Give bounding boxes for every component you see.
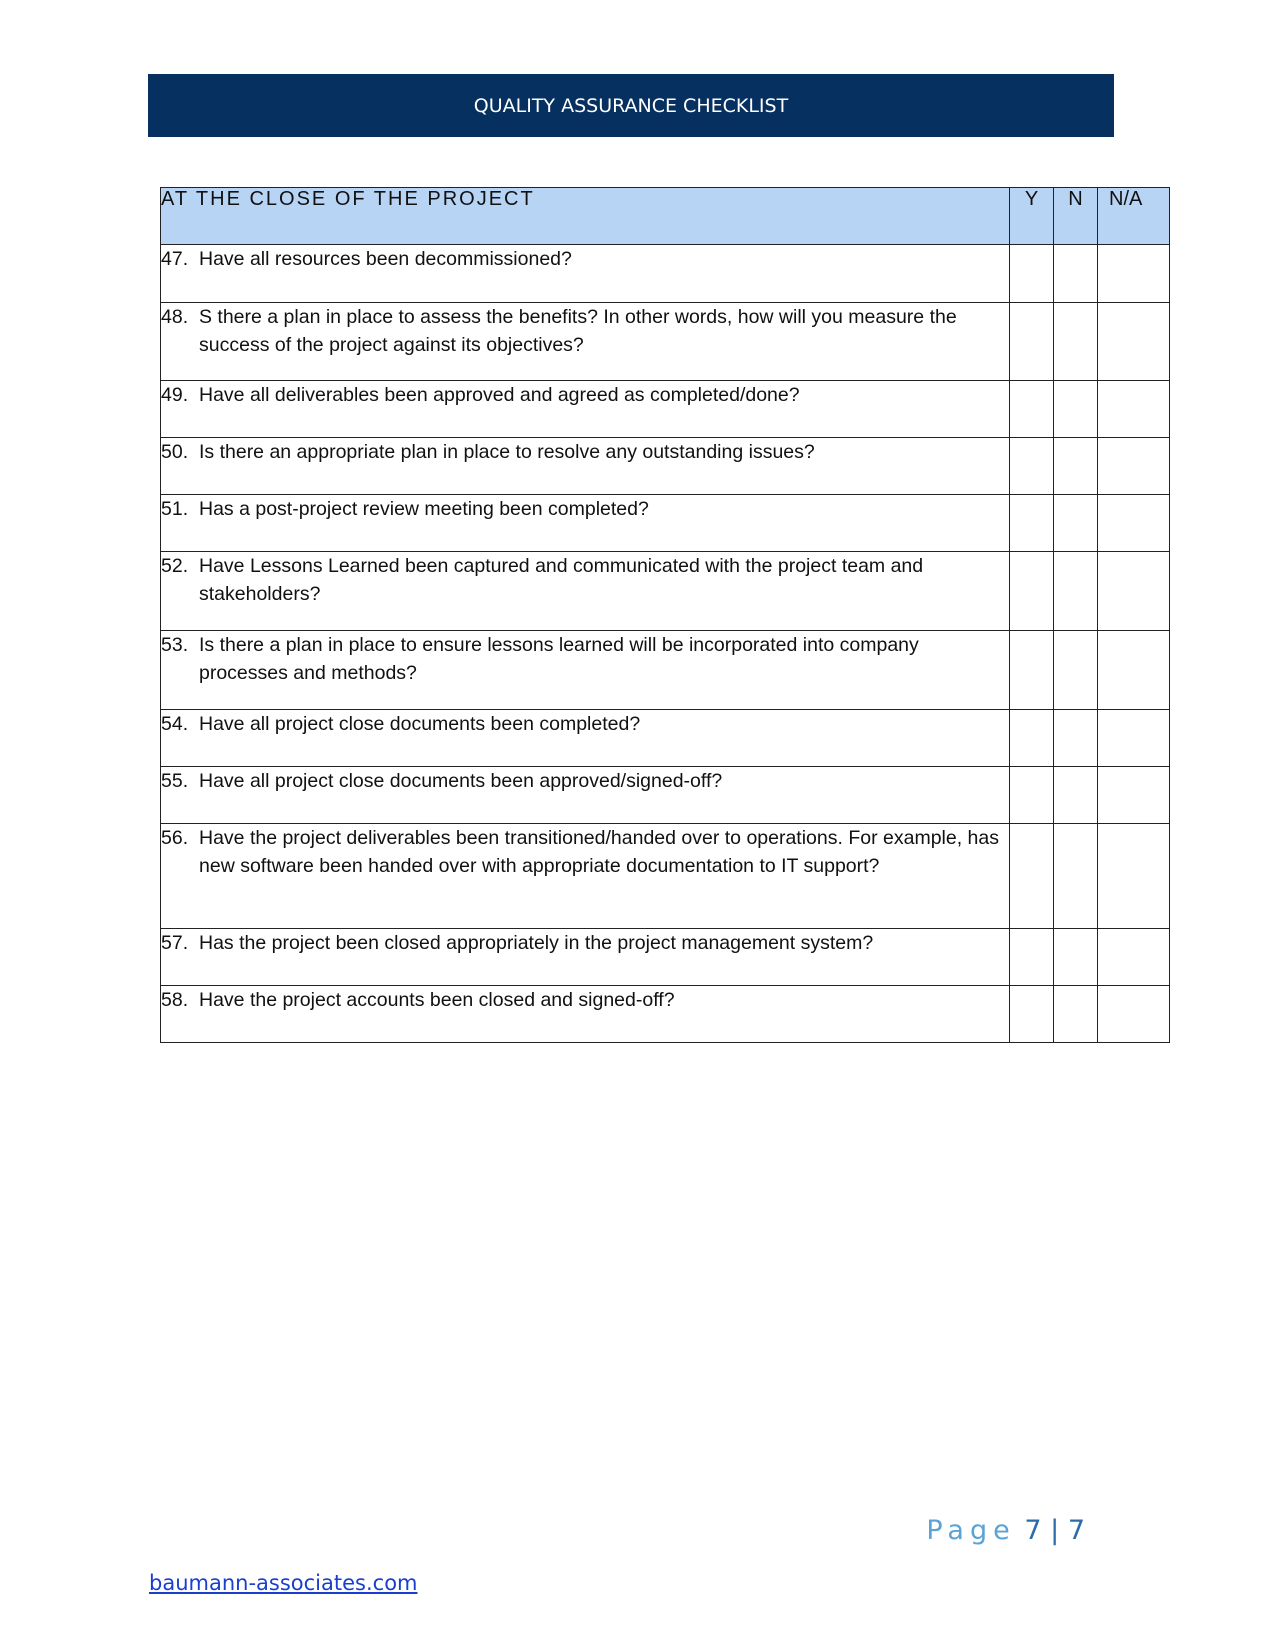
answer-cell-yes[interactable] — [1010, 824, 1054, 929]
column-header-yes: Y — [1010, 188, 1054, 245]
answer-cell-na[interactable] — [1098, 986, 1170, 1043]
answer-cell-no[interactable] — [1054, 552, 1098, 631]
question-number: 58. — [161, 989, 189, 1011]
question-number: 51. — [161, 498, 189, 520]
question-text: Have all project close documents been completed? — [199, 713, 641, 735]
document-title: QUALITY ASSURANCE CHECKLIST — [473, 94, 789, 117]
question-text: S there a plan in place to assess the benefits? In other words, how will you measure the success of the project against its objectives? — [199, 306, 957, 356]
answer-cell-no[interactable] — [1054, 986, 1098, 1043]
answer-cell-yes[interactable] — [1010, 303, 1054, 381]
table-row — [161, 929, 1170, 986]
question-number: 52. — [161, 555, 189, 577]
answer-cell-no[interactable] — [1054, 824, 1098, 929]
question-cell — [161, 710, 1010, 767]
question-cell — [161, 381, 1010, 438]
answer-cell-na[interactable] — [1098, 495, 1170, 552]
answer-cell-na[interactable] — [1098, 767, 1170, 824]
question-cell — [161, 631, 1010, 710]
question-number: 50. — [161, 441, 189, 463]
answer-cell-na[interactable] — [1098, 631, 1170, 710]
question-number: 49. — [161, 384, 189, 406]
question-cell — [161, 986, 1010, 1043]
table-row — [161, 986, 1170, 1043]
question-number: 54. — [161, 713, 189, 735]
answer-cell-no[interactable] — [1054, 303, 1098, 381]
answer-cell-no[interactable] — [1054, 767, 1098, 824]
page-current: 7 — [1024, 1515, 1042, 1546]
answer-cell-yes[interactable] — [1010, 710, 1054, 767]
question-cell — [161, 767, 1010, 824]
answer-cell-na[interactable] — [1098, 303, 1170, 381]
answer-cell-yes[interactable] — [1010, 552, 1054, 631]
question-cell — [161, 929, 1010, 986]
question-text: Have the project accounts been closed and signed-off? — [199, 989, 675, 1011]
answer-cell-na[interactable] — [1098, 552, 1170, 631]
table-row — [161, 824, 1170, 929]
table-header-row — [161, 188, 1170, 245]
question-number: 56. — [161, 827, 189, 849]
question-text: Have all deliverables been approved and agreed as completed/done? — [199, 384, 800, 406]
answer-cell-yes[interactable] — [1010, 438, 1054, 495]
table-row — [161, 767, 1170, 824]
answer-cell-yes[interactable] — [1010, 929, 1054, 986]
answer-cell-no[interactable] — [1054, 438, 1098, 495]
page-total: 7 — [1067, 1515, 1085, 1546]
answer-cell-yes[interactable] — [1010, 631, 1054, 710]
answer-cell-yes[interactable] — [1010, 495, 1054, 552]
answer-cell-na[interactable] — [1098, 710, 1170, 767]
answer-cell-no[interactable] — [1054, 710, 1098, 767]
table-row — [161, 552, 1170, 631]
table-row — [161, 303, 1170, 381]
table-row — [161, 710, 1170, 767]
answer-cell-yes[interactable] — [1010, 767, 1054, 824]
answer-cell-no[interactable] — [1054, 245, 1098, 303]
answer-cell-na[interactable] — [1098, 381, 1170, 438]
website-link[interactable]: baumann-associates.com — [149, 1571, 418, 1595]
question-text: Have all project close documents been approved/signed-off? — [199, 770, 723, 792]
question-number: 53. — [161, 634, 189, 656]
answer-cell-yes[interactable] — [1010, 381, 1054, 438]
answer-cell-na[interactable] — [1098, 245, 1170, 303]
page-separator: | — [1050, 1515, 1060, 1546]
question-cell — [161, 245, 1010, 303]
answer-cell-yes[interactable] — [1010, 986, 1054, 1043]
answer-cell-no[interactable] — [1054, 495, 1098, 552]
page-label: Page — [926, 1515, 1016, 1546]
answer-cell-na[interactable] — [1098, 824, 1170, 929]
question-cell — [161, 824, 1010, 929]
question-number: 57. — [161, 932, 189, 954]
column-header-no: N — [1054, 188, 1098, 245]
answer-cell-na[interactable] — [1098, 438, 1170, 495]
question-cell — [161, 495, 1010, 552]
question-number: 48. — [161, 306, 189, 328]
question-cell — [161, 552, 1010, 631]
page-number — [926, 1515, 1085, 1546]
question-cell — [161, 438, 1010, 495]
table-row — [161, 495, 1170, 552]
question-number: 55. — [161, 770, 189, 792]
question-text: Has a post-project review meeting been completed? — [199, 498, 649, 520]
document-header-banner — [148, 74, 1114, 137]
answer-cell-no[interactable] — [1054, 631, 1098, 710]
question-number: 47. — [161, 248, 189, 270]
question-text: Is there an appropriate plan in place to resolve any outstanding issues? — [199, 441, 815, 463]
column-header-na: N/A — [1098, 188, 1170, 245]
table-row — [161, 438, 1170, 495]
answer-cell-na[interactable] — [1098, 929, 1170, 986]
table-row — [161, 381, 1170, 438]
checklist-table — [160, 187, 1170, 1043]
answer-cell-yes[interactable] — [1010, 245, 1054, 303]
table-row — [161, 631, 1170, 710]
question-text: Have all resources been decommissioned? — [199, 248, 572, 270]
section-title: AT THE CLOSE OF THE PROJECT — [161, 188, 1010, 245]
question-text: Have the project deliverables been transitioned/handed over to operations. For example, has new software been handed over with appropriate documentation to IT support? — [199, 827, 999, 877]
answer-cell-no[interactable] — [1054, 381, 1098, 438]
table-row — [161, 245, 1170, 303]
answer-cell-no[interactable] — [1054, 929, 1098, 986]
question-text: Have Lessons Learned been captured and communicated with the project team and stakeholders? — [199, 555, 924, 605]
question-text: Is there a plan in place to ensure lessons learned will be incorporated into company processes and methods? — [199, 634, 919, 684]
question-cell — [161, 303, 1010, 381]
question-text: Has the project been closed appropriately in the project management system? — [199, 932, 874, 954]
